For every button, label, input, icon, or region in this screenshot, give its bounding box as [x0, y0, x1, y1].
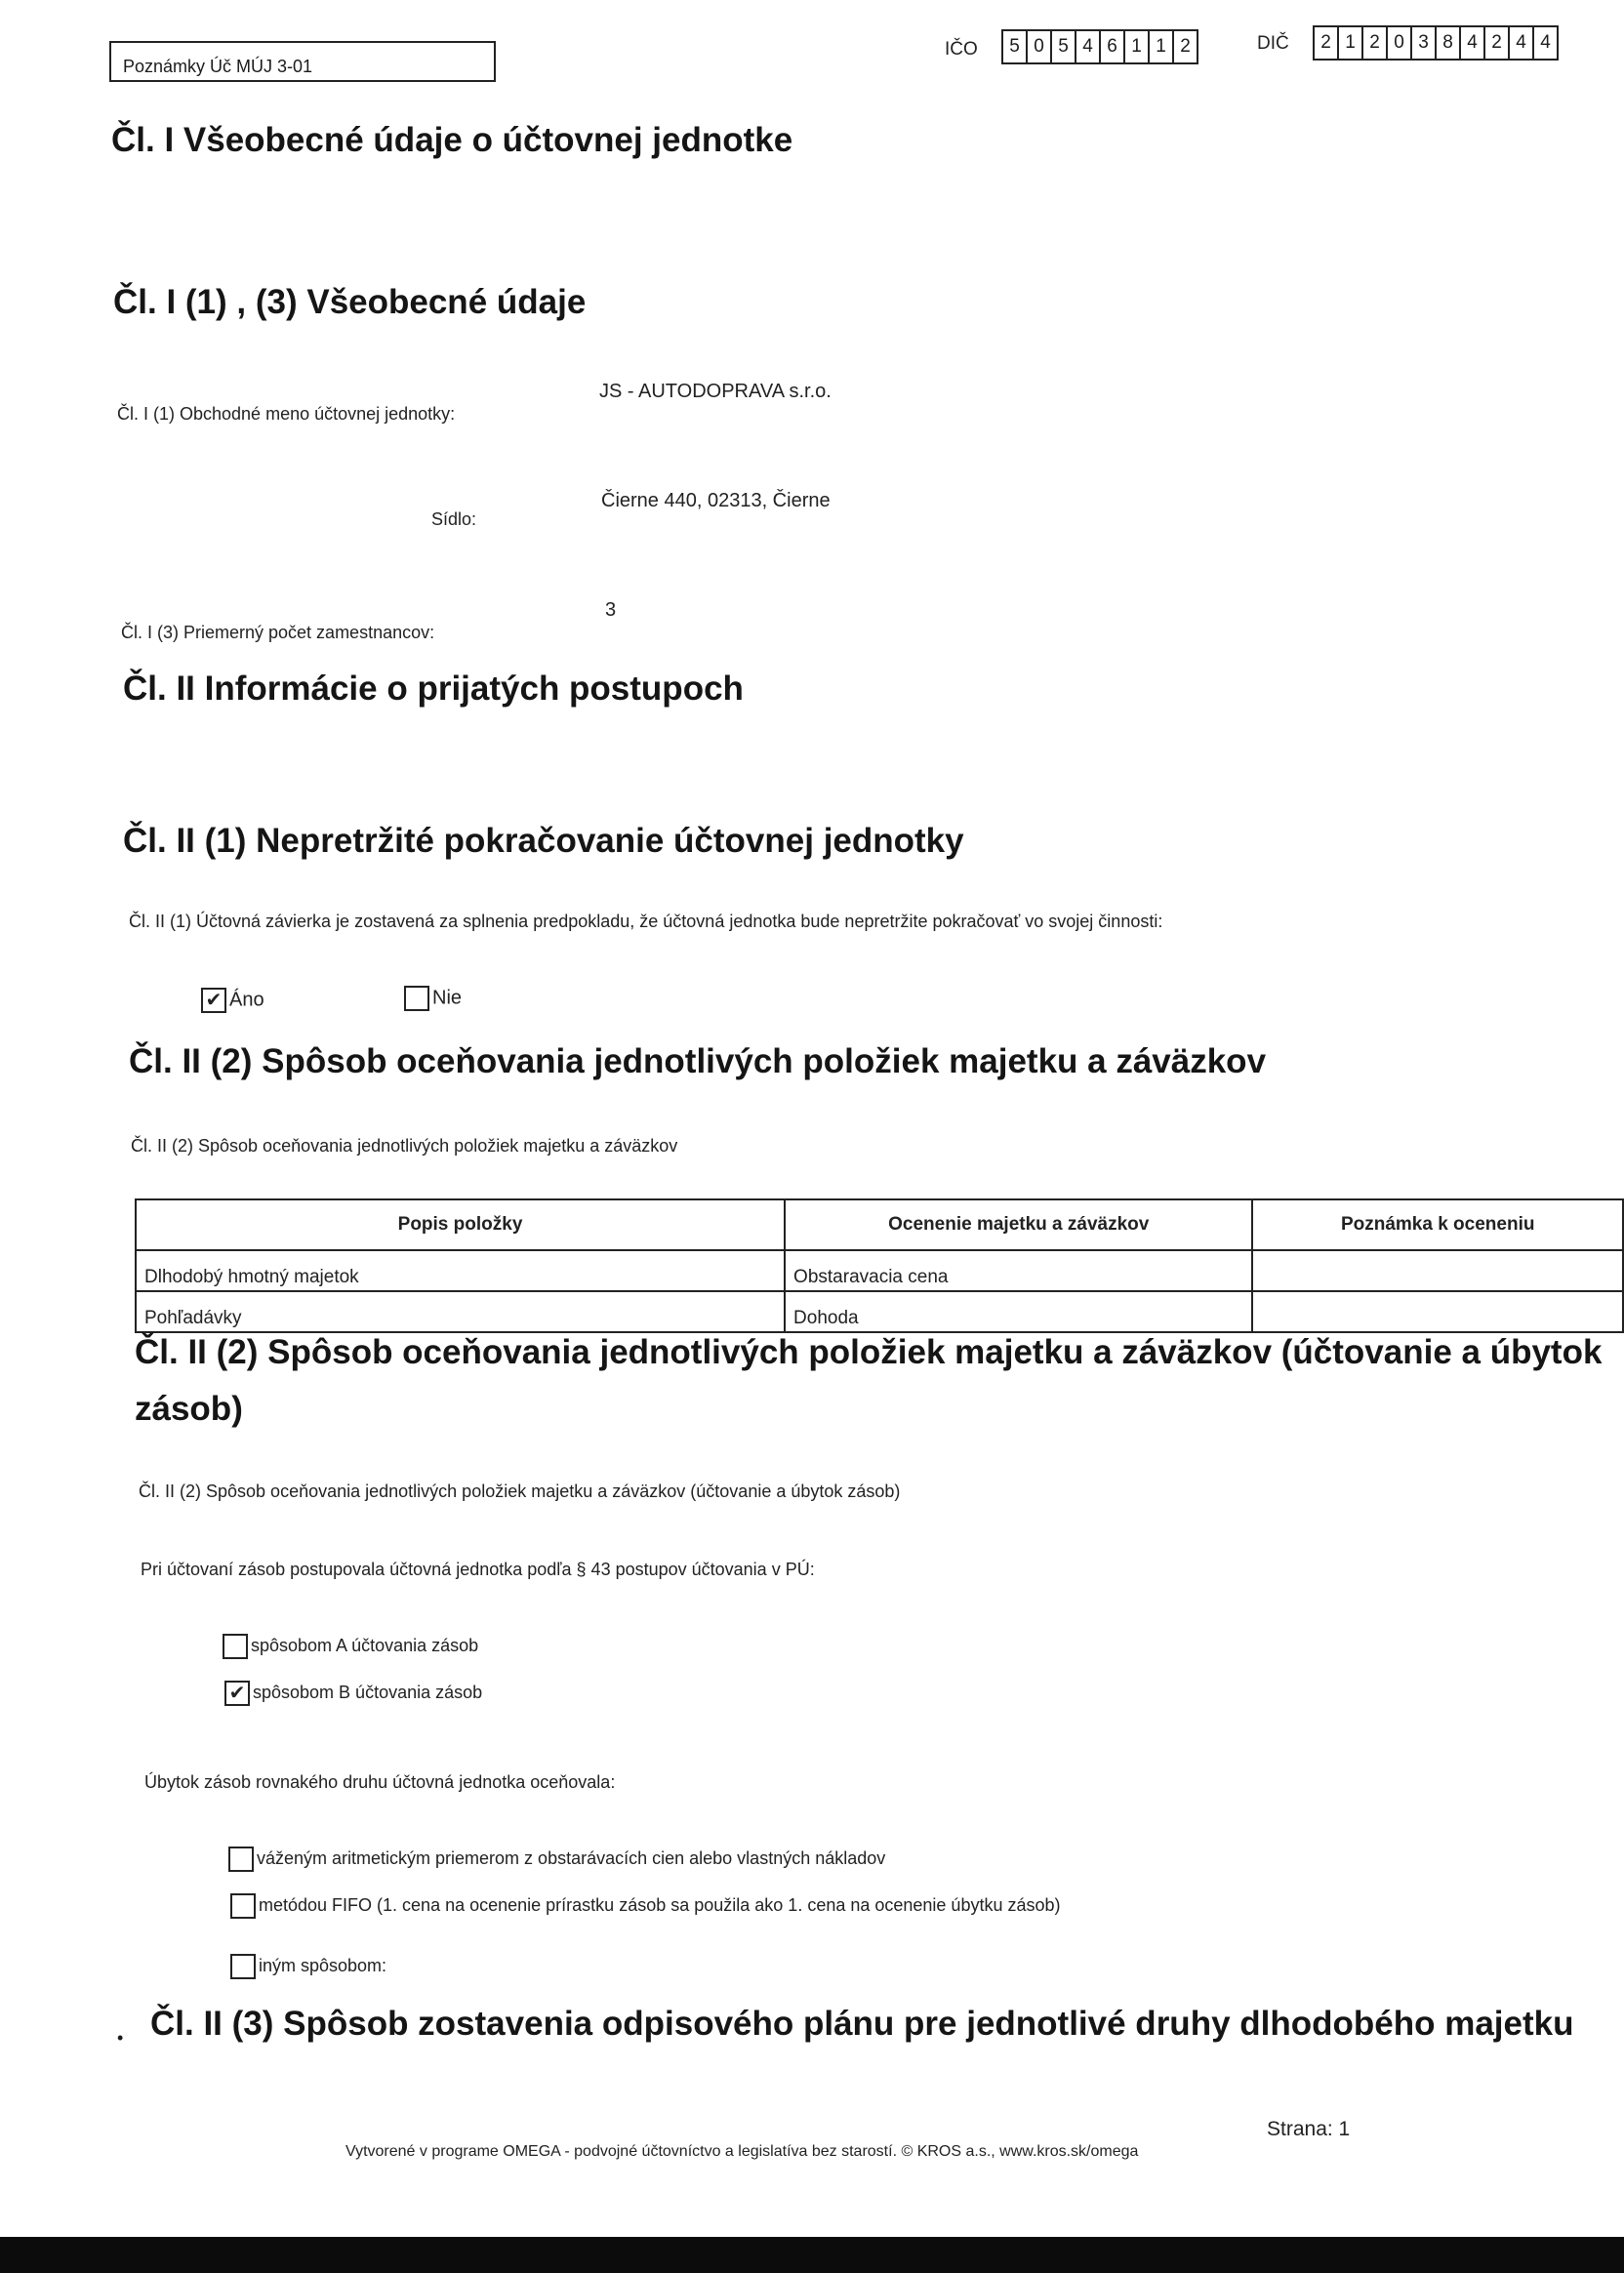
dic-digit-cell: 4	[1532, 25, 1559, 61]
table-header-note: Poznámka k oceneniu	[1252, 1199, 1623, 1250]
dic-digit-cell: 2	[1361, 25, 1388, 61]
dic-digit-cell: 2	[1483, 25, 1510, 61]
method-b-label: spôsobom B účtovania zásob	[253, 1682, 483, 1702]
dic-digit-cell: 8	[1435, 25, 1461, 61]
ico-digit-cell: 0	[1026, 29, 1052, 64]
table-row	[136, 1250, 1623, 1291]
fifo-option[interactable]	[230, 1893, 1061, 1919]
dic-digit-cell: 2	[1313, 25, 1339, 61]
section-2-1-title: Čl. II (1) Nepretržité pokračovanie účtovnej jednotky	[123, 822, 964, 860]
other-method-checkbox[interactable]	[230, 1954, 256, 1979]
table-cell: Obstaravacia cena	[785, 1250, 1252, 1291]
ico-digit-cell: 6	[1099, 29, 1125, 64]
section-2-title: Čl. II Informácie o prijatých postupoch	[123, 670, 744, 708]
dic-digit-cell: 4	[1459, 25, 1485, 61]
dic-digits	[1313, 25, 1559, 61]
table-header-valuation: Ocenenie majetku a záväzkov	[785, 1199, 1252, 1250]
method-b-checkbox[interactable]: ✔	[224, 1681, 250, 1706]
section-2-3-title: Čl. II (3) Spôsob zostavenia odpisového plánu pre jednotlivé druhy dlhodobého majetku	[150, 2005, 1574, 2043]
dic-digit-cell: 3	[1410, 25, 1437, 61]
ico-digit-cell: 5	[1001, 29, 1028, 64]
footer-credit: Vytvorené v programe OMEGA - podvojné účtovníctvo a legislatíva bez starostí. © KROS a.s., www.kros.sk/omega	[345, 2143, 1139, 2160]
table-cell	[1252, 1291, 1623, 1332]
section-2-2-text: Čl. II (2) Spôsob oceňovania jednotlivých položiek majetku a záväzkov	[131, 1136, 678, 1156]
seat-label: Sídlo:	[431, 509, 477, 529]
employees-value: 3	[605, 599, 617, 621]
section-1-title: Čl. I Všeobecné údaje o účtovnej jednotke	[111, 121, 793, 159]
table-cell: Dohoda	[785, 1291, 1252, 1332]
ico-digit-cell: 1	[1123, 29, 1150, 64]
going-concern-no-option[interactable]	[404, 986, 462, 1011]
form-name: Poznámky Úč MÚJ 3-01	[123, 57, 313, 76]
valuation-table	[135, 1198, 1624, 1333]
decrease-text: Úbytok zásob rovnakého druhu účtovná jednotka oceňovala:	[144, 1772, 616, 1792]
ico-digit-cell: 4	[1075, 29, 1101, 64]
ico-digit-cell: 5	[1050, 29, 1076, 64]
method-b-option[interactable]	[224, 1681, 482, 1706]
going-concern-yes-label: Áno	[229, 989, 264, 1011]
going-concern-text: Čl. II (1) Účtovná závierka je zostavená za splnenia predpokladu, že účtovná jednotka bude nepretržite pokračovať vo svojej činnosti:	[129, 912, 1163, 931]
going-concern-no-checkbox[interactable]	[404, 986, 429, 1011]
going-concern-yes-checkbox[interactable]: ✔	[201, 988, 226, 1013]
ico-digits	[1001, 29, 1198, 64]
ico-digit-cell: 2	[1172, 29, 1198, 64]
table-cell	[1252, 1250, 1623, 1291]
method-a-option[interactable]	[223, 1634, 478, 1659]
ico-label: IČO	[945, 39, 978, 60]
table-header-row	[136, 1199, 1623, 1250]
bullet-dot: •	[117, 2028, 124, 2048]
table-row	[136, 1291, 1623, 1332]
table-cell: Pohľadávky	[136, 1291, 785, 1332]
table-cell: Dlhodobý hmotný majetok	[136, 1250, 785, 1291]
weighted-avg-label: váženým aritmetickým priemerom z obstarávacích cien alebo vlastných nákladov	[257, 1847, 886, 1868]
other-method-label: iným spôsobom:	[259, 1955, 387, 1975]
dic-digit-cell: 0	[1386, 25, 1412, 61]
section-2-2b-title-line2: zásob)	[135, 1390, 243, 1428]
company-value: JS - AUTODOPRAVA s.r.o.	[599, 381, 832, 402]
employees-label: Čl. I (3) Priemerný počet zamestnancov:	[121, 623, 435, 642]
fifo-checkbox[interactable]	[230, 1893, 256, 1919]
section-2-2b-title-line1: Čl. II (2) Spôsob oceňovania jednotlivých položiek majetku a záväzkov (účtovanie a úbytok	[135, 1333, 1603, 1371]
seat-value: Čierne 440, 02313, Čierne	[601, 490, 831, 511]
weighted-avg-option[interactable]	[228, 1847, 885, 1872]
inventory-method-text: Pri účtovaní zásob postupovala účtovná jednotka podľa § 43 postupov účtovania v PÚ:	[141, 1560, 815, 1579]
going-concern-no-label: Nie	[432, 987, 463, 1009]
company-label: Čl. I (1) Obchodné meno účtovnej jednotky:	[117, 404, 456, 424]
page-number: Strana: 1	[1267, 2118, 1351, 2140]
other-method-option[interactable]	[230, 1954, 386, 1979]
ico-digit-cell: 1	[1148, 29, 1174, 64]
fifo-label: metódou FIFO (1. cena na ocenenie prírastku zásob sa použila ako 1. cena na ocenenie úbytku zásob)	[259, 1894, 1061, 1915]
form-name-box	[109, 41, 496, 82]
method-a-label: spôsobom A účtovania zásob	[251, 1635, 479, 1655]
dic-digit-cell: 4	[1508, 25, 1534, 61]
section-2-2-title: Čl. II (2) Spôsob oceňovania jednotlivých položiek majetku a záväzkov	[129, 1042, 1267, 1080]
table-header-description: Popis položky	[136, 1199, 785, 1250]
dic-digit-cell: 1	[1337, 25, 1363, 61]
scan-bottom-edge	[0, 2237, 1624, 2273]
dic-label: DIČ	[1257, 33, 1289, 54]
section-1-1-title: Čl. I (1) , (3) Všeobecné údaje	[113, 283, 587, 321]
section-2-2b-text: Čl. II (2) Spôsob oceňovania jednotlivých položiek majetku a záväzkov (účtovanie a úbytok zásob)	[139, 1482, 901, 1501]
going-concern-yes-option[interactable]	[201, 988, 264, 1013]
method-a-checkbox[interactable]	[223, 1634, 248, 1659]
weighted-avg-checkbox[interactable]	[228, 1847, 254, 1872]
